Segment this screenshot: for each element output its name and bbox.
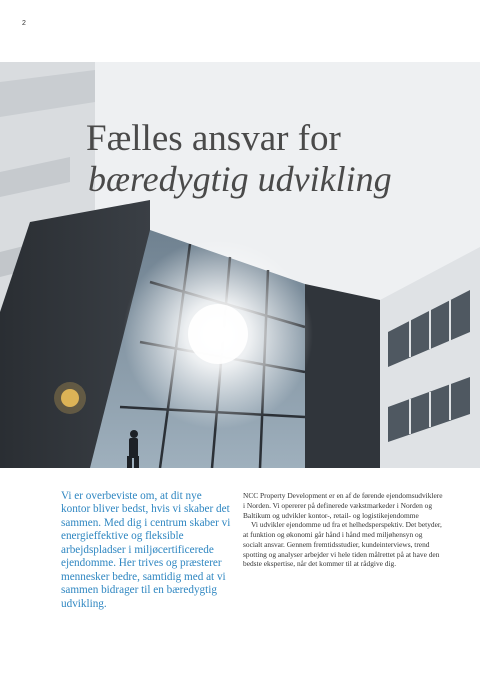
body-column: [243, 491, 443, 569]
body-paragraph-1: NCC Property Development er en af de førende ejendomsudviklere i Norden. Vi opererer på definerede vækstmarkeder i Norden og Baltikum og udvikler kontor-, retail- og logistikejendomme: [243, 491, 443, 520]
page-number: 2: [22, 20, 26, 27]
title-line-1: Fælles ansvar for: [86, 118, 341, 159]
body-paragraph-2: Vi udvikler ejendomme ud fra et helhedsperspektiv. Det betyder, at funktion og økonomi går hånd i hånd med miljøhensyn og socialt ansvar. Gennem fremtidsstudier, kundeinterviews, trend spotting og analyser arbejder vi hele tiden målrettet på at have den bedste ekspertise, når det kommer til at rådgive dig.: [243, 520, 442, 569]
title-line-2: bæredygtig udvikling: [88, 159, 392, 200]
intro-text: Vi er overbeviste om, at dit nye kontor bliver bedst, hvis vi skaber det sammen. Med dig i centrum skaber vi energieffektive og fleksible arbejdspladser i miljøcertificerede ejendomme. Her trives og præsterer mennesker bedre, samtidig med at vi sammen bidrager til en bæredygtig udvikling.: [61, 490, 231, 610]
page-title: [86, 118, 466, 200]
